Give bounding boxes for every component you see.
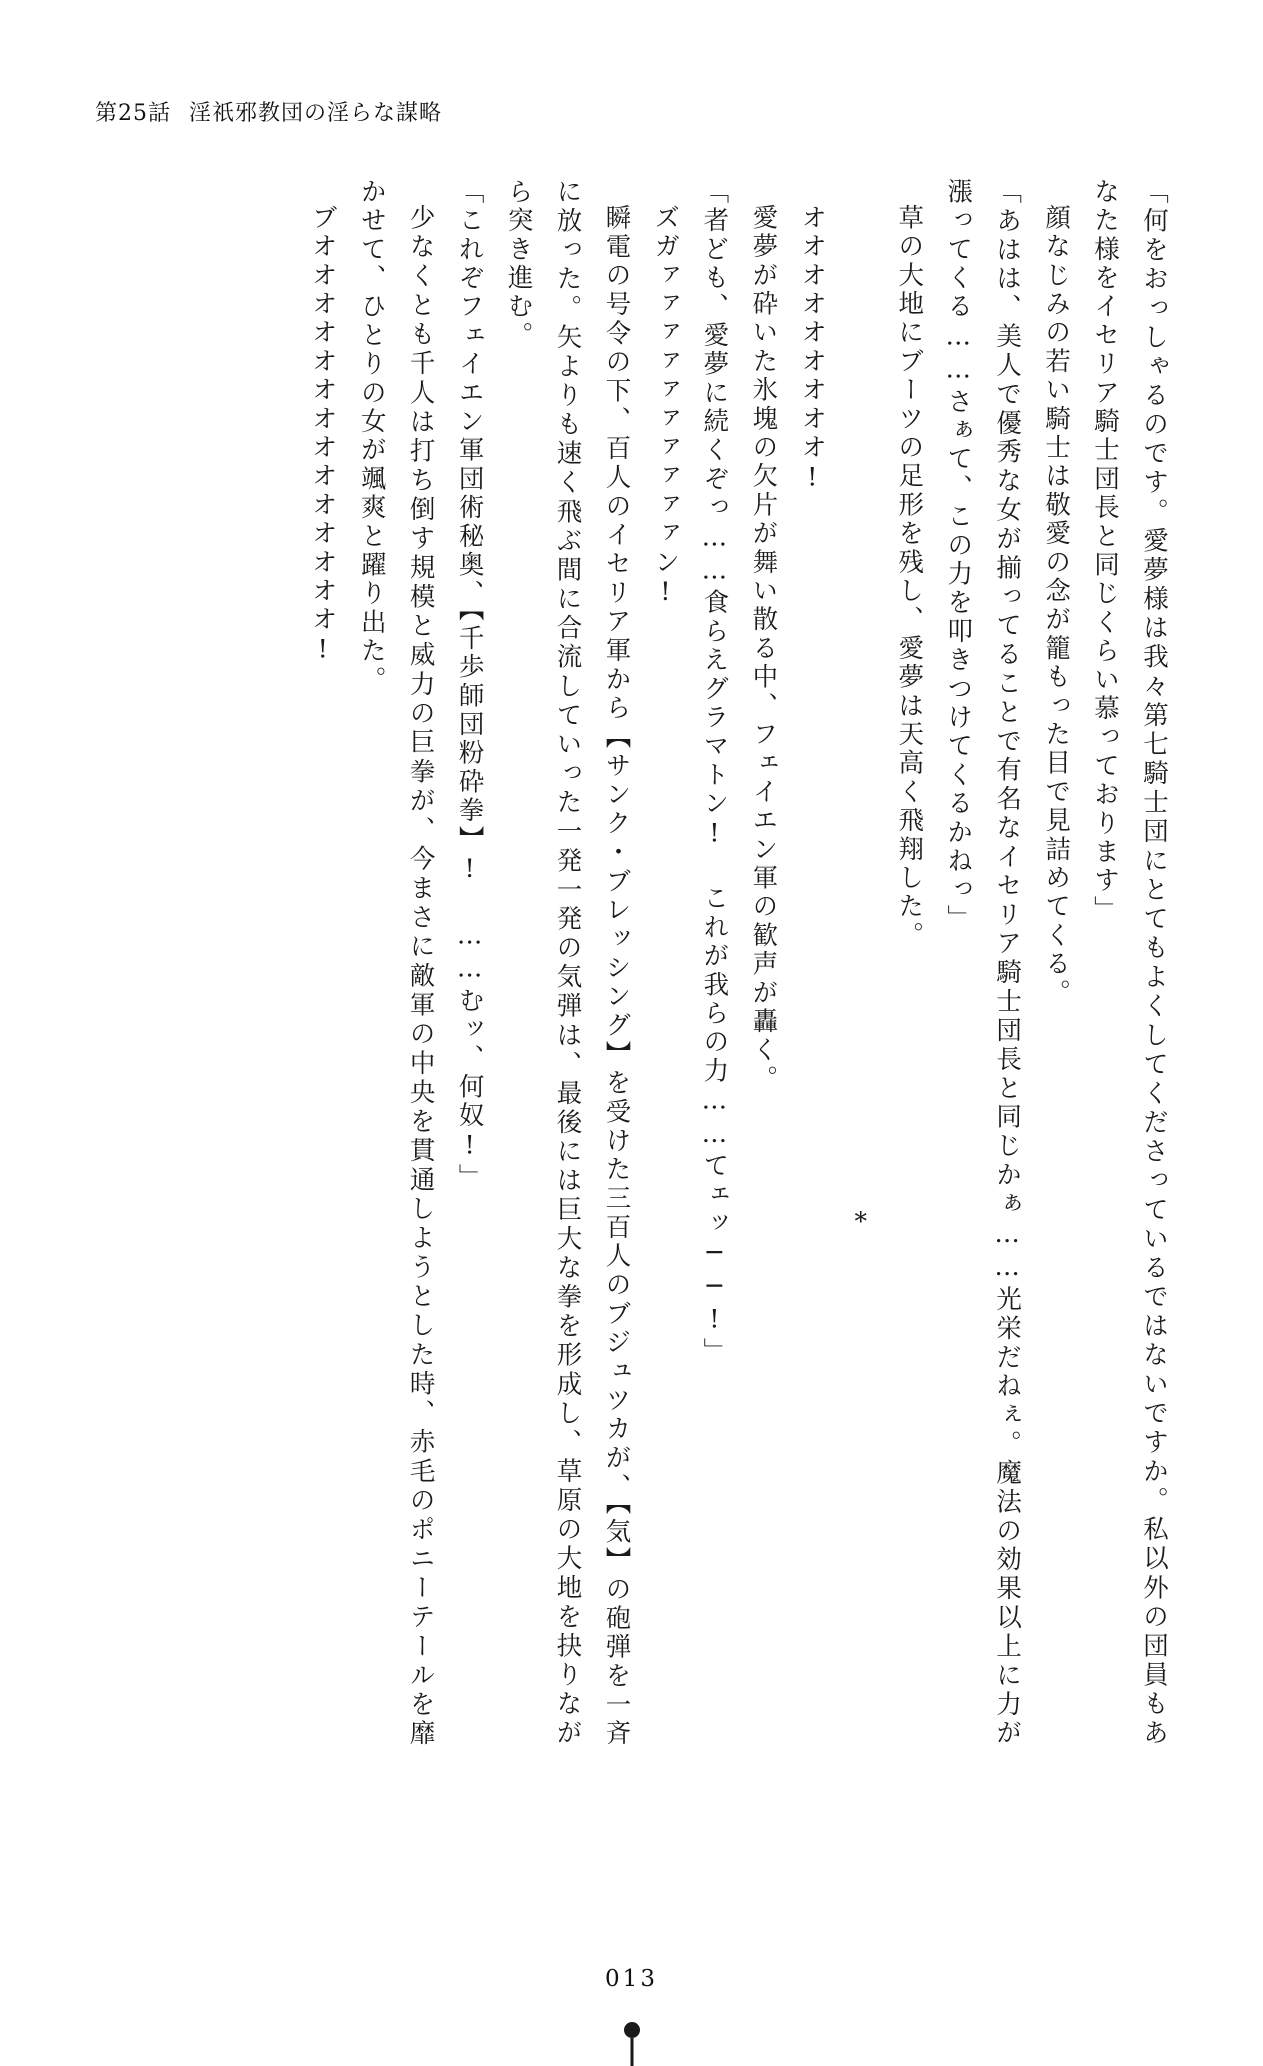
body-paragraph: 顔なじみの若い騎士は敬愛の念が籠もった目で見詰めてくる。 xyxy=(1041,203,1072,1008)
chapter-title: 淫祇邪教団の淫らな謀略 xyxy=(189,101,443,126)
spine-dot-marker xyxy=(624,2022,640,2038)
body-paragraph: ブオオオオオオオオオオオオオオ! xyxy=(307,203,338,668)
body-paragraph: オオオオオオオオオ! xyxy=(797,203,828,495)
running-head xyxy=(0,96,1263,127)
body-paragraph: ズガァァァァァァァァァァン! xyxy=(650,203,681,610)
separator-asterisk: * xyxy=(846,1206,876,1240)
body-text-area xyxy=(88,178,1178,1748)
body-paragraph: 草の大地にブーツの足形を残し、愛夢は天高く飛翔した。 xyxy=(894,203,925,950)
scene-separator xyxy=(836,178,884,1748)
body-paragraph: 少なくとも千人は打ち倒す規模と威力の巨拳が、今まさに敵軍の中央を貫通しようとした時、赤毛のポニーテールを靡かせて、ひとりの女が颯爽と躍り出た。 xyxy=(356,178,436,1748)
body-paragraph: 「あはは、美人で優秀な女が揃ってることで有名なイセリア騎士団長と同じかぁ……光栄だねぇ。魔法の効果以上に力が漲ってくる……さぁて、この力を叩きつけてくるかねっ」 xyxy=(943,178,1023,1748)
body-paragraph: 「これぞフェイエン軍団術秘奥、【千歩師団粉砕拳】! ……むッ、何奴!」 xyxy=(454,178,485,1193)
body-paragraph: 「者ども、愛夢に続くぞっ……食らえグラマトン! これが我らの力……てェッ──!」 xyxy=(699,178,730,1367)
chapter-number: 第25話 xyxy=(95,101,171,126)
body-paragraph: 愛夢が砕いた氷塊の欠片が舞い散る中、フェイエン軍の歓声が轟く。 xyxy=(748,203,779,1094)
page-number: 013 xyxy=(605,1966,658,1992)
body-paragraph: 「何をおっしゃるのです。愛夢様は我々第七騎士団にとてもよくしてくださっているではないですか。私以外の団員もあなた様をイセリア騎士団長と同じくらい慕っております」 xyxy=(1090,178,1169,1748)
vertical-text-flow xyxy=(88,178,1178,1748)
spine-line-marker xyxy=(630,2038,633,2066)
body-paragraph: 瞬電の号令の下、百人のイセリア軍から【サンク・ブレッシング】を受けた三百人のブジュツカが、【気】の砲弾を一斉に放った。矢よりも速く飛ぶ間に合流していった一発一発の気弾は、最後には巨大な拳を形成し、草原の大地を抉りながら突き進む。 xyxy=(503,178,632,1748)
